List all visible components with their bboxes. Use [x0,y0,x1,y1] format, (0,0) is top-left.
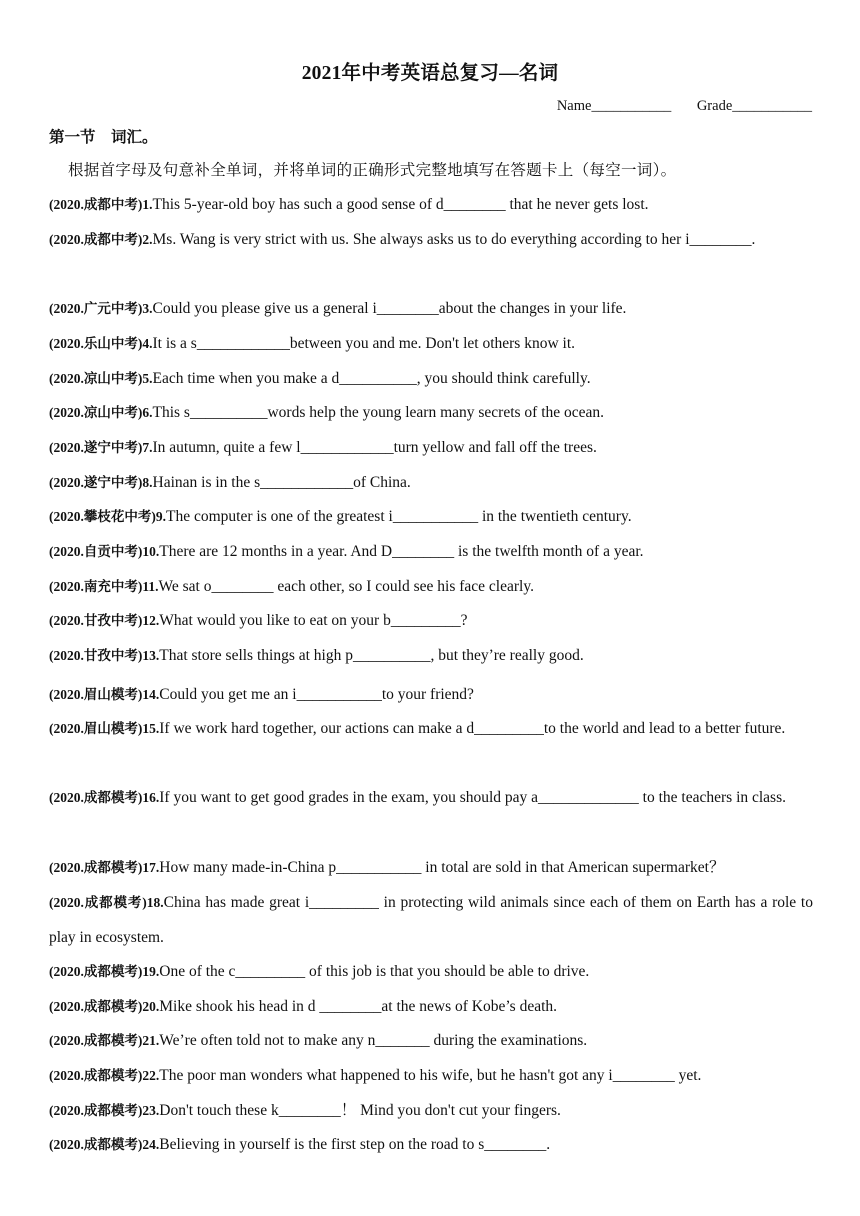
question-text: How many made-in-China p___________ in total are sold in that American supermarket？ [159,859,725,876]
question-source-tag: (2020.乐山中考)4. [49,336,153,351]
question-item [49,851,813,886]
question-item [49,188,813,223]
question-text: We sat o________ each other, so I could see his face clearly. [158,578,534,595]
instructions: 根据首字母及句意补全单词，并将单词的正确形式完整地填写在答题卡上（每空一词）。 [68,162,677,179]
question-source-tag: (2020.南充中考)11. [49,579,159,594]
question-item [49,1059,813,1094]
question-source-tag: (2020.成都模考)18. [49,895,164,910]
name-field-label: Name___________ [556,98,672,114]
question-text: This s__________words help the young learn many secrets of the ocean. [152,404,605,421]
question-source-tag: (2020.眉山模考)14. [49,687,160,702]
question-text: Could you please give us a general i________about the changes in your life. [152,300,627,317]
name-grade-line [535,98,812,115]
question-source-tag: (2020.甘孜中考)12. [49,613,160,628]
question-item [49,712,813,747]
question-source-tag: (2020.成都模考)16. [49,790,160,805]
question-text: In autumn, quite a few l____________turn yellow and fall off the trees. [152,439,597,456]
question-source-tag: (2020.成都模考)17. [49,860,160,875]
question-text: Hainan is in the s____________of China. [152,474,411,491]
question-item [49,990,813,1025]
question-text: Don't touch these k________！ Mind you don't cut your fingers. [159,1102,561,1119]
question-source-tag: (2020.成都模考)22. [49,1068,160,1083]
question-item [49,362,813,397]
question-text: The poor man wonders what happened to his wife, but he hasn't got any i________ yet. [159,1067,702,1084]
question-item [49,327,813,362]
question-source-tag: (2020.成都中考)2. [49,232,153,247]
question-text: Could you get me an i___________to your friend? [159,686,474,703]
question-item [49,570,813,605]
question-text: This 5-year-old boy has such a good sense of d________ that he never gets lost. [152,196,649,213]
question-text: If you want to get good grades in the exam, you should pay a_____________ to the teachers in class. [159,789,787,806]
question-item [49,396,813,431]
question-item [49,1128,813,1163]
question-item [49,466,813,501]
question-text: It is a s____________between you and me. Don't let others know it. [152,335,576,352]
question-text: Ms. Wang is very strict with us. She always asks us to do everything according to her i________. [152,231,756,248]
question-item [49,500,813,535]
question-source-tag: (2020.成都模考)20. [49,999,160,1014]
question-item [49,639,813,674]
question-item [49,781,813,816]
question-item [49,535,813,570]
question-source-tag: (2020.遂宁中考)7. [49,440,153,455]
question-source-tag: (2020.甘孜中考)13. [49,648,160,663]
grade-field-label: Grade___________ [696,98,812,114]
question-source-tag: (2020.成都中考)1. [49,197,153,212]
question-source-tag: (2020.遂宁中考)8. [49,475,153,490]
question-item [49,431,813,466]
question-text: The computer is one of the greatest i___________ in the twentieth century. [166,508,632,525]
question-item [49,1024,813,1059]
question-item [49,955,813,990]
section-heading: 第一节 词汇。 [49,129,158,146]
question-source-tag: (2020.凉山中考)6. [49,405,153,420]
question-source-tag: (2020.广元中考)3. [49,301,153,316]
question-text: That store sells things at high p__________, but they’re really good. [159,647,584,664]
question-source-tag: (2020.攀枝花中考)9. [49,509,166,524]
question-item [49,678,813,713]
question-source-tag: (2020.成都模考)21. [49,1033,160,1048]
question-text: Mike shook his head in d ________at the news of Kobe’s death. [159,998,558,1015]
question-item [49,604,813,639]
question-item [49,886,813,956]
page-title: 2021年中考英语总复习—名词 [301,63,559,84]
question-text: One of the c_________ of this job is that you should be able to drive. [159,963,590,980]
question-source-tag: (2020.自贡中考)10. [49,544,160,559]
question-item [49,292,813,327]
question-text: China has made great i_________ in protecting wild animals since each of them on Earth has a role to play in ecosystem. [49,894,813,946]
question-source-tag: (2020.成都模考)24. [49,1137,160,1152]
question-item [49,223,813,258]
question-item [49,1094,813,1129]
question-text: There are 12 months in a year. And D________ is the twelfth month of a year. [159,543,644,560]
question-source-tag: (2020.成都模考)19. [49,964,160,979]
question-text: Each time when you make a d__________, you should think carefully. [152,370,591,387]
question-source-tag: (2020.眉山模考)15. [49,721,160,736]
question-text: Believing in yourself is the first step on the road to s________. [159,1136,551,1153]
question-text: What would you like to eat on your b_________? [159,612,468,629]
question-text: If we work hard together, our actions can make a d_________to the world and lead to a better future. [159,720,786,737]
question-source-tag: (2020.凉山中考)5. [49,371,153,386]
question-source-tag: (2020.成都模考)23. [49,1103,160,1118]
question-text: We’re often told not to make any n_______ during the examinations. [159,1032,588,1049]
